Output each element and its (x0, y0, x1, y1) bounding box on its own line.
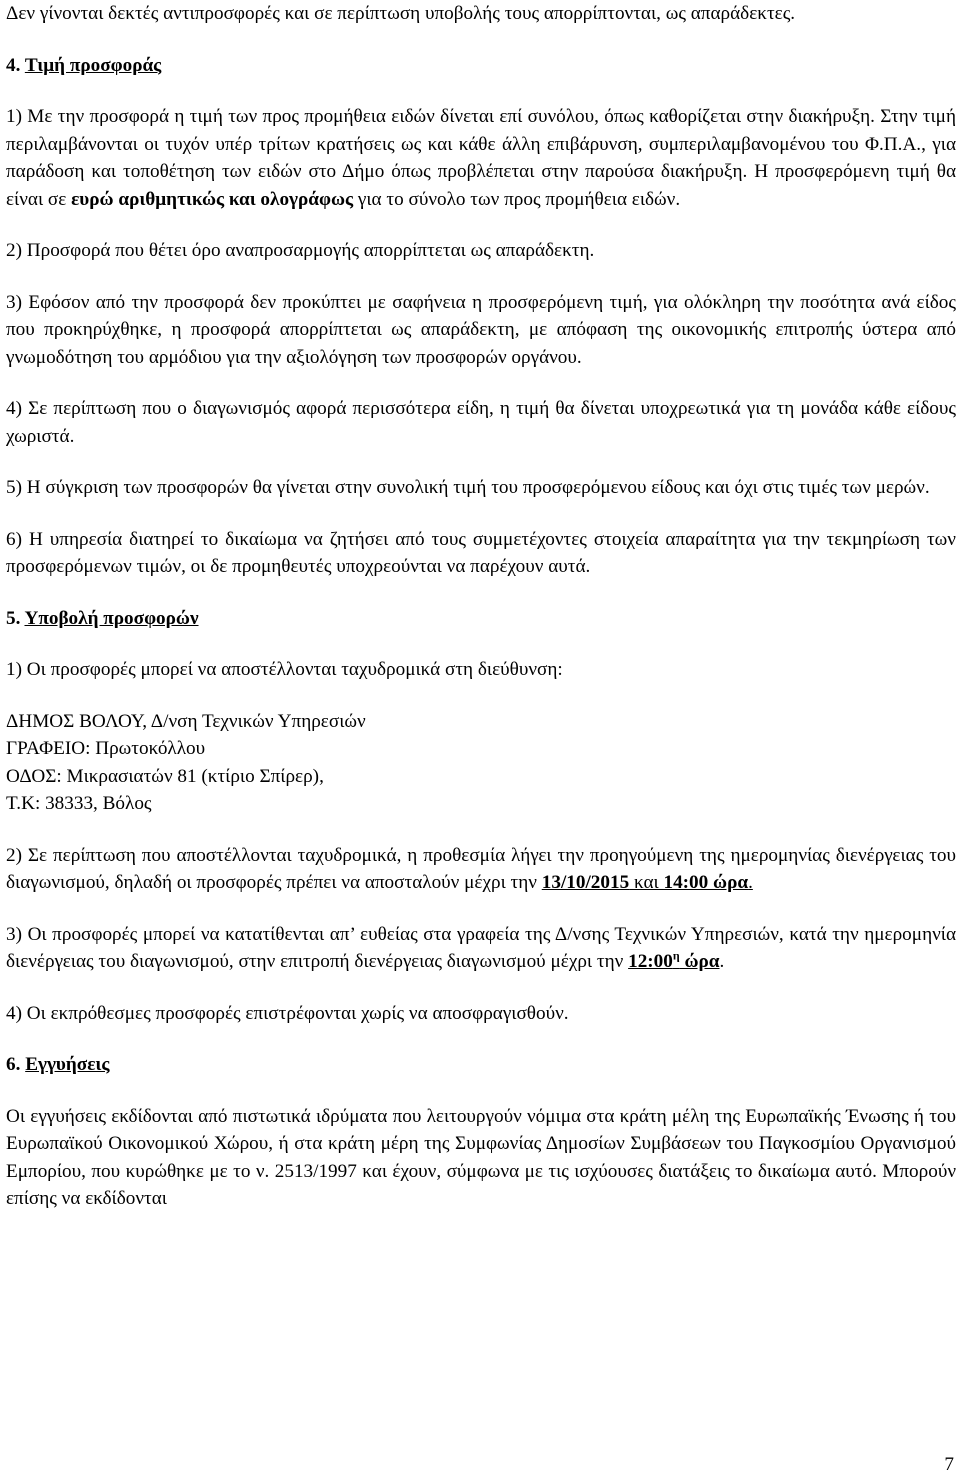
section-4-heading (6, 52, 956, 80)
section-4-paragraph-6: 6) Η υπηρεσία διατηρεί το δικαίωμα να ζητήσει από τους συμμετέχοντες στοιχεία απαραίτητα για την τεκμηρίωση των προσφερόμενων τιμών, οι δε προμηθευτές υποχρεούνται να παρέχουν αυτά. (6, 528, 956, 577)
section-4-p1-bold: ευρώ αριθμητικώς και ολογράφως (71, 188, 354, 210)
submission-time-suffix: η (672, 948, 680, 963)
submission-time (628, 948, 720, 972)
section-5-number: 5. (6, 607, 21, 629)
section-4-paragraph-5: 5) Η σύγκριση των προσφορών θα γίνεται στην συνολική τιμή του προσφερόμενου είδους και όχι στις τιμές των μερών. (6, 477, 930, 498)
page-number: 7 (944, 1454, 954, 1475)
document-body (6, 0, 956, 1213)
address-line: ΓΡΑΦΕΙΟ: Πρωτοκόλλου (6, 738, 206, 759)
section-5-paragraph-3 (6, 921, 956, 976)
address-line: Τ.Κ: 38333, Βόλος (6, 793, 152, 814)
section-5-p3-end: . (719, 951, 725, 972)
deadline-period: . (748, 872, 753, 893)
section-5-paragraph-4: 4) Οι εκπρόθεσμες προσφορές επιστρέφονται χωρίς να αποσφραγισθούν. (6, 1002, 569, 1024)
postal-address (6, 708, 956, 818)
section-5-title: Υποβολή προσφορών (24, 607, 199, 629)
section-5-heading (6, 605, 956, 633)
section-4-p1-end: για το σύνολο των προς προμήθεια ειδών. (353, 188, 681, 210)
submission-time-value: 12:00 (628, 951, 673, 972)
section-4-title: Τιμή προσφοράς (24, 54, 162, 76)
section-4-paragraph-3: 3) Εφόσον από την προσφορά δεν προκύπτει με σαφήνεια η προσφερόμενη τιμή, για ολόκληρη την ποσότητα ανά είδος που προκηρύχθηκε, η προσφορά απορρίπτεται ως απαράδεκτη, με απόφαση της οικονομικής επιτροπής ύστερα από γνωμοδότηση του αρμόδιου για την αξιολόγηση των προσφορών οργάνου. (6, 291, 956, 368)
submission-time-word: ώρα (684, 951, 720, 972)
section-6-title: Εγγυήσεις (25, 1054, 110, 1075)
section-5-p2-text: 2) Σε περίπτωση που αποστέλλονται ταχυδρομικά, η προθεσμία λήγει την προηγούμενη της ημερομηνίας διενέργειας του διαγωνισμού, δηλαδή οι προσφορές πρέπει να αποσταλούν μέχρι την (6, 844, 956, 893)
section-5-paragraph-1: 1) Οι προσφορές μπορεί να αποστέλλονται ταχυδρομικά στη διεύθυνση: (6, 659, 563, 680)
deadline-date: 13/10/2015 (541, 872, 630, 893)
section-4-paragraph-1 (6, 103, 956, 213)
address-line: ΔΗΜΟΣ ΒΟΛΟΥ, Δ/νση Τεχνικών Υπηρεσιών (6, 710, 366, 732)
deadline-conjunction: και (629, 872, 664, 893)
section-5-paragraph-2 (6, 842, 956, 897)
address-line: ΟΔΟΣ: Μικρασιατών 81 (κτίριο Σπίρερ), (6, 765, 324, 787)
section-4-paragraph-4: 4) Σε περίπτωση που ο διαγωνισμός αφορά περισσότερα είδη, η τιμή θα δίνεται υποχρεωτικά για τη μονάδα κάθε είδους χωριστά. (6, 398, 956, 447)
section-6-heading (6, 1051, 956, 1079)
section-4-number: 4. (6, 54, 21, 76)
section-6-number: 6. (6, 1054, 21, 1075)
deadline-time: 14:00 ώρα (663, 872, 749, 893)
intro-paragraph: Δεν γίνονται δεκτές αντιπροσφορές και σε περίπτωση υποβολής τους απορρίπτονται, ως απαράδεκτες. (6, 3, 796, 24)
section-5-p3-text: 3) Οι προσφορές μπορεί να κατατίθενται απ’ ευθείας στα γραφεία της Δ/νσης Τεχνικών Υπηρεσιών, κατά την ημερομηνία διενέργειας του διαγωνισμού, στην επιτροπή διενέργειας διαγωνισμού μέχρι την (6, 923, 956, 972)
section-4-p1-text: 1) Με την προσφορά η τιμή των προς προμήθεια ειδών δίνεται επί συνόλου, όπως καθορίζεται στην διακήρυξη. Στην τιμή περιλαμβάνονται οι τυχόν υπέρ τρίτων κρατήσεις ως και κάθε άλλη επιβάρυνση, συμπεριλαμβανομένου του Φ.Π.Α., για παράδοση και τοποθέτηση των ειδών στο Δήμο όπως προβλέπεται στην παρούσα διακήρυξη. Η προσφερόμενη τιμή θα είναι σε (6, 106, 956, 210)
section-4-paragraph-2: 2) Προσφορά που θέτει όρο αναπροσαρμογής απορρίπτεται ως απαράδεκτη. (6, 240, 595, 261)
section-6-paragraph-1: Οι εγγυήσεις εκδίδονται από πιστωτικά ιδρύματα που λειτουργούν νόμιμα στα κράτη μέλη της Ευρωπαϊκής Ένωσης ή του Ευρωπαϊκού Οικονομικού Χώρου, ή στα κράτη μέρη της Συμφωνίας Δημοσίων Συμβάσεων του Παγκοσμίου Οργανισμού Εμπορίου, που κυρώθηκε με το ν. 2513/1997 και έχουν, σύμφωνα με τις ισχύουσες διατάξεις το δικαίωμα αυτό. Μπορούν επίσης να εκδίδονται (6, 1105, 956, 1209)
